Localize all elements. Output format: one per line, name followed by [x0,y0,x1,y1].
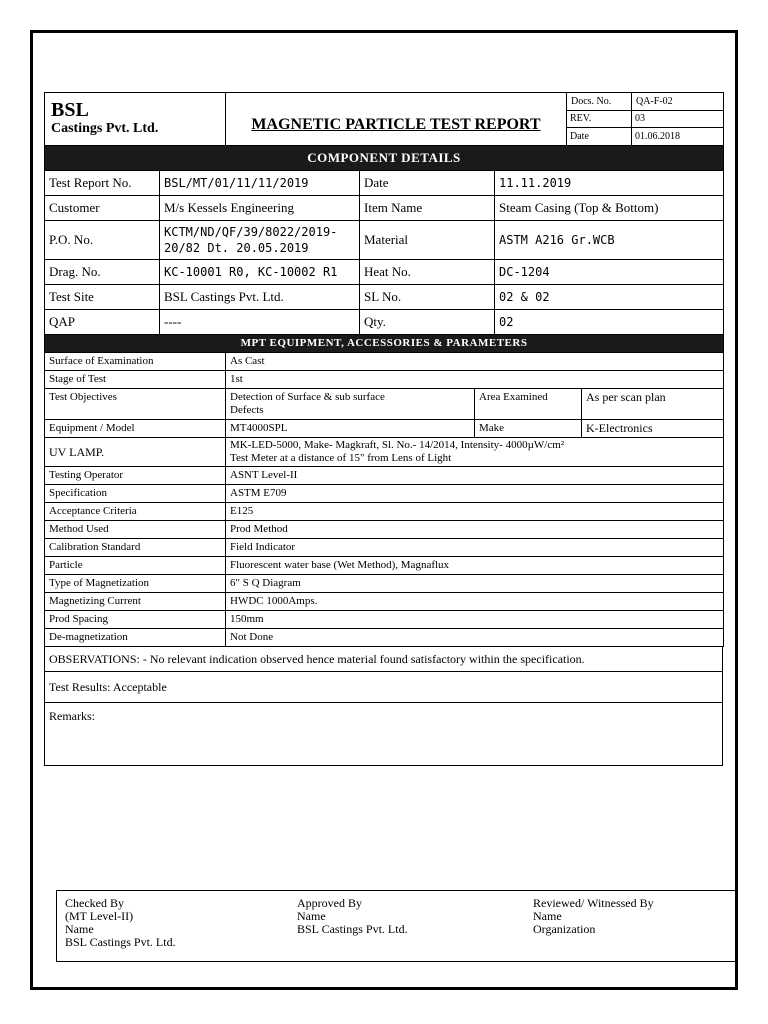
uv-lamp-value [226,438,724,467]
approved-by-title: Approved By [297,896,362,910]
uv-lamp-label: UV LAMP. [45,438,226,467]
docs-no-label: Docs. No. [567,93,632,111]
component-section-title: COMPONENT DETAILS [45,146,724,171]
test-report-no-label: Test Report No. [45,171,160,196]
checked-by-title: Checked By [65,896,124,910]
material-value: ASTM A216 Gr.WCB [495,221,724,260]
po-line-2: 20/82 Dt. 20.05.2019 [164,241,309,255]
specification-value: ASTM E709 [226,485,724,503]
qap-value: ---- [160,310,360,335]
date-value: 11.11.2019 [495,171,724,196]
reviewed-by-name: Name [533,909,562,923]
approved-by-name: Name [297,909,326,923]
rev-value: 03 [632,110,724,128]
objectives-value [226,389,475,420]
item-name-value: Steam Casing (Top & Bottom) [495,196,724,221]
report-body [44,92,723,766]
stage-label: Stage of Test [45,371,226,389]
customer-label: Customer [45,196,160,221]
prod-spacing-label: Prod Spacing [45,611,226,629]
observations-text: OBSERVATIONS: - No relevant indication observed hence material found satisfactory within the specification. [45,647,723,672]
acceptance-value: E125 [226,503,724,521]
magnetizing-current-value: HWDC 1000Amps. [226,593,724,611]
calibration-label: Calibration Standard [45,539,226,557]
test-report-no-value: BSL/MT/01/11/11/2019 [160,171,360,196]
prod-spacing-value: 150mm [226,611,724,629]
make-value: K-Electronics [582,420,724,438]
calibration-value: Field Indicator [226,539,724,557]
operator-label: Testing Operator [45,467,226,485]
po-line-1: KCTM/ND/QF/39/8022/2019- [164,225,338,239]
reviewed-by-block [533,897,654,936]
remarks-table [44,702,723,766]
sl-no-value: 02 & 02 [495,285,724,310]
stage-value: 1st [226,371,724,389]
date-label: Date [360,171,495,196]
checked-by-block [65,897,176,949]
signature-block [56,890,737,962]
company-subtitle: Castings Pvt. Ltd. [51,121,159,136]
heat-no-value: DC-1204 [495,260,724,285]
demagnetization-value: Not Done [226,629,724,647]
qap-label: QAP [45,310,160,335]
magnetizing-current-label: Magnetizing Current [45,593,226,611]
reviewed-by-title: Reviewed/ Witnessed By [533,896,654,910]
mpt-parameters-table [44,334,724,647]
docs-no-value: QA-F-02 [632,93,724,111]
test-results-text: Test Results: Acceptable [45,672,723,703]
magnetization-type-label: Type of Magnetization [45,575,226,593]
checked-by-name: Name [65,922,94,936]
equipment-label: Equipment / Model [45,420,226,438]
sl-no-label: SL No. [360,285,495,310]
drag-no-label: Drag. No. [45,260,160,285]
specification-label: Specification [45,485,226,503]
area-label: Area Examined [475,389,582,420]
area-value: As per scan plan [582,389,724,420]
results-table [44,671,723,703]
qty-label: Qty. [360,310,495,335]
po-label: P.O. No. [45,221,160,260]
particle-label: Particle [45,557,226,575]
item-name-label: Item Name [360,196,495,221]
rev-label: REV. [567,110,632,128]
component-details-table [44,145,724,335]
po-value [160,221,360,260]
report-title: MAGNETIC PARTICLE TEST REPORT [226,93,567,146]
surface-value: As Cast [226,353,724,371]
uv-lamp-line-1: MK-LED-5000, Make- Magkraft, Sl. No.- 14/2014, Intensity- 4000µW/cm² [230,439,565,451]
surface-label: Surface of Examination [45,353,226,371]
remarks-text: Remarks: [45,703,723,766]
objectives-label: Test Objectives [45,389,226,420]
make-label: Make [475,420,582,438]
equipment-value: MT4000SPL [226,420,475,438]
particle-value: Fluorescent water base (Wet Method), Magnaflux [226,557,724,575]
mpt-section-title: MPT EQUIPMENT, ACCESSORIES & PARAMETERS [45,335,724,353]
drag-no-value: KC-10001 R0, KC-10002 R1 [160,260,360,285]
qty-value: 02 [495,310,724,335]
operator-value: ASNT Level-II [226,467,724,485]
objectives-line-1: Detection of Surface & sub surface [230,391,385,403]
demagnetization-label: De-magnetization [45,629,226,647]
test-site-label: Test Site [45,285,160,310]
company-name: BSL [51,99,89,121]
checked-by-org: BSL Castings Pvt. Ltd. [65,935,176,949]
approved-by-block [297,897,408,936]
method-value: Prod Method [226,521,724,539]
objectives-line-2: Defects [230,404,264,416]
acceptance-label: Acceptance Criteria [45,503,226,521]
material-label: Material [360,221,495,260]
doc-date-label: Date [567,128,632,146]
checked-by-level: (MT Level-II) [65,909,134,923]
doc-date-value: 01.06.2018 [632,128,724,146]
approved-by-org: BSL Castings Pvt. Ltd. [297,922,408,936]
heat-no-label: Heat No. [360,260,495,285]
test-site-value: BSL Castings Pvt. Ltd. [160,285,360,310]
customer-value: M/s Kessels Engineering [160,196,360,221]
method-label: Method Used [45,521,226,539]
reviewed-by-org: Organization [533,922,596,936]
uv-lamp-line-2: Test Meter at a distance of 15" from Lens of Light [230,452,452,464]
report-header [44,92,724,146]
magnetization-type-value: 6" S Q Diagram [226,575,724,593]
company-block [45,93,226,146]
observations-table [44,646,723,672]
